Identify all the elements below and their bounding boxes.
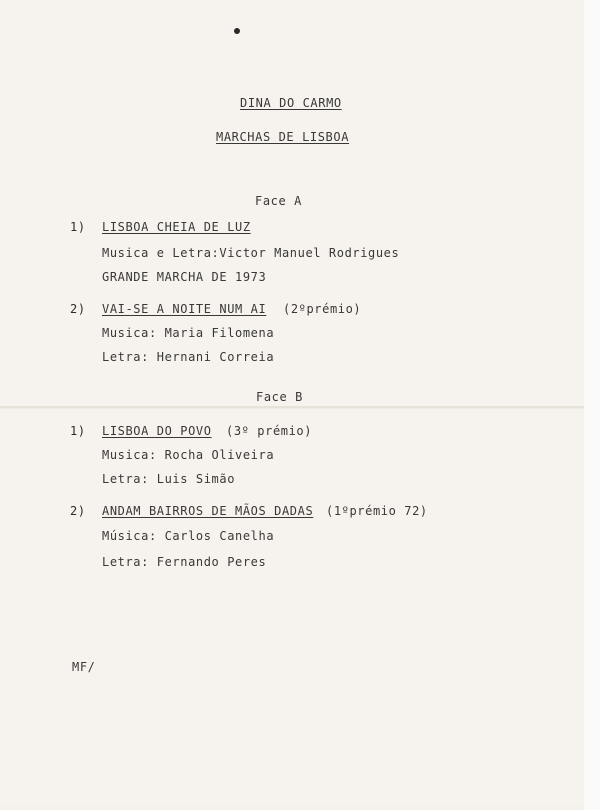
face-b-track-2-title: ANDAM BAIRROS DE MÃOS DADAS [102,504,314,518]
face-a-track-2-music: Musica: Maria Filomena [102,326,275,340]
face-a-heading: Face A [255,194,302,208]
scan-background-edge [584,0,600,810]
face-b-track-1-prize: (3º prémio) [226,424,313,438]
face-a-track-2-number: 2) [70,302,86,316]
face-b-track-1-lyrics: Letra: Luis Simão [102,472,236,486]
face-a-track-1-note: GRANDE MARCHA DE 1973 [102,270,267,284]
face-b-track-2-music: Música: Carlos Canelha [102,529,275,543]
face-a-track-2-title: VAI-SE A NOITE NUM AI [102,302,267,316]
face-b-track-1-title: LISBOA DO POVO [102,424,212,438]
face-b-heading: Face B [256,390,303,404]
face-a-track-2-lyrics: Letra: Hernani Correia [102,350,275,364]
artist-name: DINA DO CARMO [240,96,342,110]
face-a-track-1-credits: Musica e Letra:Victor Manuel Rodrigues [102,246,400,260]
face-b-track-2-number: 2) [70,504,86,518]
face-a-track-1-title: LISBOA CHEIA DE LUZ [102,220,251,234]
face-b-track-2-lyrics: Letra: Fernando Peres [102,555,267,569]
album-title: MARCHAS DE LISBOA [216,130,350,144]
face-a-track-1-number: 1) [70,220,86,234]
face-a-track-2-prize: (2ºprémio) [283,302,362,316]
face-b-track-1-number: 1) [70,424,86,438]
face-b-track-2-prize: (1ºprémio 72) [326,504,428,518]
paper-fold-line [0,406,584,408]
typist-initials: MF/ [72,660,96,674]
ink-spot [234,28,240,34]
face-b-track-1-music: Musica: Rocha Oliveira [102,448,275,462]
